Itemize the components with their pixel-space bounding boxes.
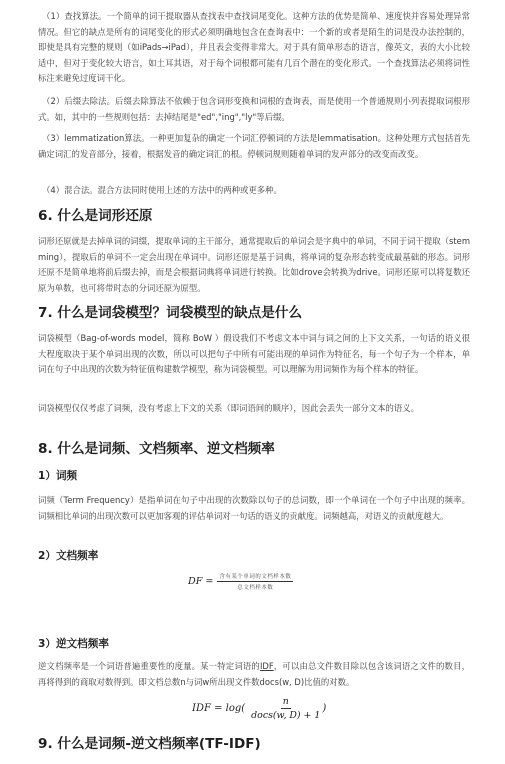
paragraph-bow-drawback: 词袋模型仅仅考虑了词频，没有考虑上下文的关系（即词语间的顺序），因此会丢失一部分文本的语义。 xyxy=(38,403,420,413)
paragraph-suffix-stripping: （2）后缀去除法。后缀去除算法不依赖于包含词形变换和词根的查询表，而是使用一个普通规则小列表提取词根形式。如，其中的一些规则包括：去掉结尾是"ed","ing","ly"等后缀。 xyxy=(38,96,470,122)
idf-text-part1: 逆文档频率是一个词语普遍重要性的度量。某一特定词语的 xyxy=(38,661,260,671)
idf-formula xyxy=(192,696,326,721)
paragraph-lemmatization: 词形还原就是去掉单词的词缀，提取单词的主干部分，通常提取后的单词会是字典中的单词，不同于词干提取（stemming），提取后的单词不一定会出现在单词中。词形还原是基于词典，将单词的复杂形态转变成最基础的形态。词形还原不是简单地将前后缀去掉，而是会根据词典将单词进行转换。比如drove会转换为drive。词形还原可以将复数还原为单数，也可将带时态的分词还原为原型。 xyxy=(38,236,470,293)
idf-text-part2: ，可以由总文件数目除以包含该词语之文件的数目，再将得到的商取对数得到。即文档总数n与词w所出现文件数docs(w, D)比值的对数。 xyxy=(38,661,471,687)
df-formula xyxy=(188,572,293,591)
paragraph-lemmatization-algorithm: （3）lemmatization算法。一种更加复杂的确定一个词汇停顿词的方法是lemmatisation。这种处理方式包括首先确定词汇的发音部分，接着，根据发音的确定词汇的根。停顿词规则随着单词的发声部分的改变而改变。 xyxy=(38,133,470,159)
heading-tf-idf: 9. 什么是词频-逆文档频率(TF-IDF) xyxy=(38,736,261,752)
heading-bag-of-words: 7. 什么是词袋模型？词袋模型的缺点是什么 xyxy=(38,305,303,321)
paragraph-hybrid-method: （4）混合法。混合方法同时使用上述的方法中的两种或更多种。 xyxy=(42,185,282,195)
idf-link[interactable]: IDF xyxy=(259,661,274,671)
df-denominator: 总文档样本数 xyxy=(237,585,274,591)
paragraph-inverse-document-frequency xyxy=(38,659,470,690)
subheading-inverse-document-frequency: 3）逆文档频率 xyxy=(38,638,109,650)
subheading-document-frequency: 2）文档频率 xyxy=(38,550,99,562)
paragraph-term-frequency: 词频（Term Frequency）是指单词在句子中出现的次数除以句子的总词数，即一个单词在一个句子中出现的频率。词频相比单词的出现次数可以更加客观的评估单词对一句话的语义的贡献度。词频越高，对语义的贡献度越大。 xyxy=(38,495,470,521)
idf-denominator: docs(w, D) + 1 xyxy=(251,710,321,721)
paragraph-bag-of-words: 词袋模型（Bag-of-words model，简称 BoW ）假设我们不考虑文本中词与词之间的上下文关系，一句话的语义很大程度取决于某个单词出现的次数，所以可以把句子中所有可能出现的单词作为特征名，每一个句子为一个样本，单词在句子中出现的次数为特征值构建数学模型，称为词袋模型。可以理解为用词频作为每个样本的特征。 xyxy=(38,333,470,374)
df-formula-lhs: DF = xyxy=(188,576,214,587)
heading-term-document-frequency: 8. 什么是词频、文档频率、逆文档频率 xyxy=(38,441,275,457)
heading-lemmatization: 6. 什么是词形还原 xyxy=(38,208,153,224)
idf-formula-lhs: IDF = log( xyxy=(192,703,246,714)
idf-fraction xyxy=(249,696,322,721)
df-fraction xyxy=(217,572,293,591)
idf-numerator: n xyxy=(282,696,289,707)
subheading-term-frequency: 1）词频 xyxy=(38,470,78,482)
idf-formula-rhs: ) xyxy=(322,703,327,714)
df-numerator: 含有某个单词的文档样本数 xyxy=(219,574,292,580)
paragraph-lookup-algorithm: （1）查找算法。一个简单的词干提取器从查找表中查找词尾变化。这种方法的优势是简单、速度快并容易处理异常情况。但它的缺点是所有的词尾变化的形式必须明确地包含在查询表中：一个新的或者是陌生的词是没办法控制的，即使是具有完整的规则（如iPads→iPad），并且表会变得非常大。对于具有简单形态的语言，像英文，表的大小比较适中，但对于变化较大语言，如土耳其语，对于每个词根都可能有几百个潜在的变化形式。一个查找算法必须将词性标注来避免过度词干化。 xyxy=(38,11,470,83)
